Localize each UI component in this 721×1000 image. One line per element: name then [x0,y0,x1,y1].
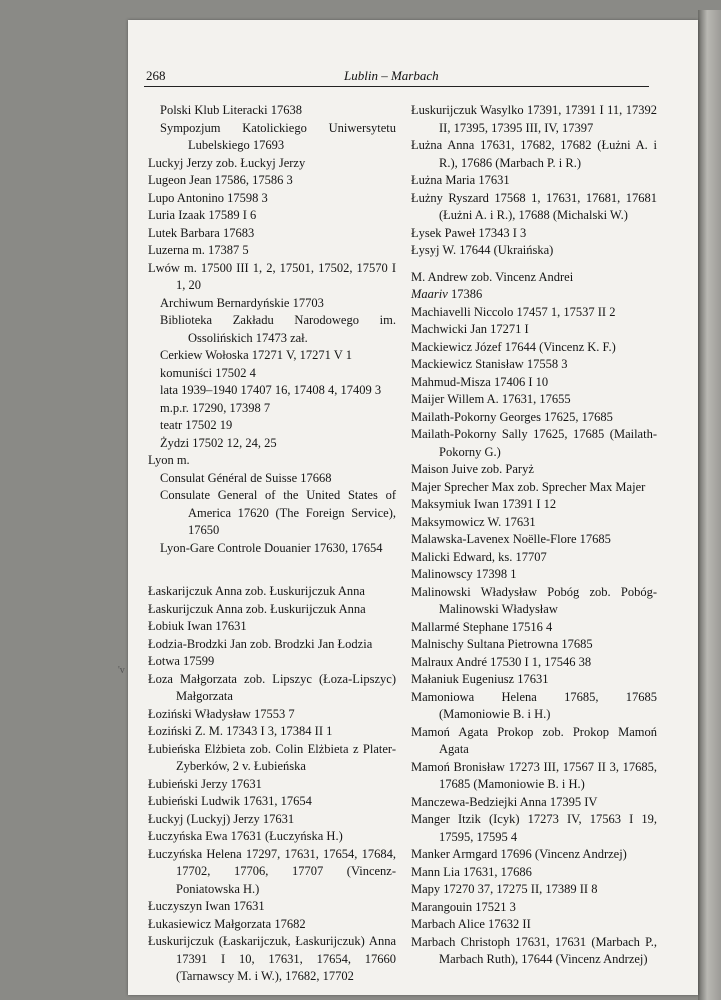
index-entry: Mapy 17270 37, 17275 II, 17389 II 8 [411,882,598,896]
index-entry: m.p.r. 17290, 17398 7 [160,400,271,415]
index-entry: Mailath-Pokorny Georges 17625, 17685 [411,409,613,424]
index-entry: Consulat Général de Suisse 17668 [160,470,332,485]
index-entry: Łubieńska Elżbieta zob. Colin Elżbieta z Plater-Zyberków, 2 v. Łubieńska [148,741,396,773]
index-entry: Biblioteka Zakładu Narodowego im. Ossolińskich 17473 zał. [160,313,396,345]
index-entry: Lyon-Gare Controle Douanier 17630, 17654 [160,540,383,555]
index-entry: Marbach Alice 17632 II [411,917,531,931]
book-page [128,20,698,995]
index-entry: Malraux André 17530 I 1, 17546 38 [411,654,592,669]
index-column-right [411,102,657,969]
index-entry: Manger Itzik (Icyk) 17273 IV, 17563 I 19, 17595, 17595 4 [411,812,657,844]
index-entry: Sympozjum Katolickiego Uniwersytetu Lubelskiego 17693 [160,120,396,152]
index-entry: Mailath-Pokorny Sally 17625, 17685 (Mailath-Pokorny G.) [411,427,657,459]
index-entry: Machiavelli Niccolo 17457 1, 17537 II 2 [411,304,616,319]
index-entry: Cerkiew Wołoska 17271 V, 17271 V 1 [160,348,352,362]
index-entry: Maison Juive zob. Paryż [411,462,534,476]
index-entry: Consulate General of the United States of America 17620 (The Foreign Service), 17650 [160,488,396,537]
index-entry: Maksymowicz W. 17631 [411,514,536,529]
index-entry: Lwów m. 17500 III 1, 2, 17501, 17502, 17570 I 1, 20 [148,260,396,292]
index-entry: Manker Armgard 17696 (Vincenz Andrzej) [411,847,627,861]
index-entry: Łukasiewicz Małgorzata 17682 [148,916,306,931]
index-entry: Łużny Ryszard 17568 1, 17631, 17681, 17681 (Łużni A. i R.), 17688 (Michalski W.) [411,190,657,222]
index-entry: Łobiuk Iwan 17631 [148,619,247,633]
index-entry: Łubieński Jerzy 17631 [148,776,262,791]
index-entry: Mamoń Bronisław 17273 III, 17567 II 3, 17685, 17685 (Mamoniowie B. i H.) [411,759,657,791]
index-entry: Małaniuk Eugeniusz 17631 [411,672,549,686]
index-entry: Marangouin 17521 3 [411,899,516,914]
index-entry: Mamoniowa Helena 17685, 17685 (Mamoniowie B. i H.) [411,689,657,721]
index-entry: Luria Izaak 17589 I 6 [148,208,257,222]
index-entry: Łodzia-Brodzki Jan zob. Brodzki Jan Łodzia [148,636,373,651]
index-entry: Łysek Paweł 17343 I 3 [411,225,527,240]
index-entry: Maijer Willem A. 17631, 17655 [411,392,571,406]
index-entry: Lutek Barbara 17683 [148,225,255,240]
index-entry: Malawska-Lavenex Noëlle-Flore 17685 [411,532,611,546]
index-entry: Malinowscy 17398 1 [411,567,517,581]
page-number: 268 [146,68,166,83]
index-column-left [148,102,396,986]
index-entry: Mackiewicz Stanisław 17558 3 [411,357,568,371]
index-entry: Łoza Małgorzata zob. Lipszyc (Łoza-Lipszyc) Małgorzata [148,671,396,703]
index-entry: Żydzi 17502 12, 24, 25 [160,435,277,450]
index-entry: Łuskurijczuk (Łaskarijczuk, Łaskurijczuk) Anna 17391 I 10, 17631, 17654, 17660 (Tarnawscy M. i W.), 17682, 17702 [148,934,396,983]
index-entry: Łaskurijczuk Anna zob. Łuskurijczuk Anna [148,601,366,616]
margin-mark: 'v [118,665,125,676]
index-entry: Mackiewicz Józef 17644 (Vincenz K. F.) [411,339,616,354]
index-entry: Luzerna m. 17387 5 [148,243,249,257]
index-entry: Łysyj W. 17644 (Ukraińska) [411,243,554,257]
index-entry: Łuczyńska Helena 17297, 17631, 17654, 17684, 17702, 17706, 17707 (Vincenz-Poniatowska H.) [148,846,396,896]
index-entry: Mallarmé Stephane 17516 4 [411,619,553,634]
index-entry: Luckyj Jerzy zob. Łuckyj Jerzy [148,155,306,170]
index-entry: Łoziński Z. M. 17343 I 3, 17384 II 1 [148,724,333,738]
index-entry: Łużna Anna 17631, 17682, 17682 (Łużni A. i R.), 17686 (Marbach P. i R.) [411,138,657,170]
index-entry: Polski Klub Literacki 17638 [160,103,302,117]
index-entry: Malinowski Władysław Pobóg zob. Pobóg-Malinowski Władysław [411,584,657,616]
index-entry: Malicki Edward, ks. 17707 [411,549,547,564]
index-entry: Manczewa-Bedziejki Anna 17395 IV [411,794,598,809]
index-entry: Łuczyszyn Iwan 17631 [148,899,265,913]
index-entry: Marbach Christoph 17631, 17631 (Marbach P., Marbach Ruth), 17644 (Vincenz Andrzej) [411,934,657,966]
index-entry: Mamoń Agata Prokop zob. Prokop Mamoń Agata [411,724,657,756]
index-entry: Archiwum Bernardyńskie 17703 [160,295,324,310]
index-entry: Łaskarijczuk Anna zob. Łuskurijczuk Anna [148,584,365,598]
index-entry: Mahmud-Misza 17406 I 10 [411,374,549,389]
index-entry: Machwicki Jan 17271 I [411,322,529,336]
index-entry: Łoziński Władysław 17553 7 [148,706,295,721]
index-entry: Mann Lia 17631, 17686 [411,864,532,879]
index-entry: Maksymiuk Iwan 17391 I 12 [411,497,557,511]
index-entry: Majer Sprecher Max zob. Sprecher Max Majer [411,479,646,494]
index-entry: M. Andrew zob. Vincenz Andrei [411,269,574,284]
index-entry: Lugeon Jean 17586, 17586 3 [148,173,293,187]
book-edge [698,10,721,1000]
index-entry: lata 1939–1940 17407 16, 17408 4, 17409 3 [160,383,382,397]
page-header [144,66,649,87]
index-entry: Maariv 17386 [411,287,483,301]
index-entry: Lupo Antonino 17598 3 [148,190,268,205]
index-entry: Łuczyńska Ewa 17631 (Łuczyńska H.) [148,829,343,843]
index-entry: Łotwa 17599 [148,654,215,668]
running-title: Lublin – Marbach [344,68,439,83]
index-entry: Malnischy Sultana Pietrowna 17685 [411,637,593,651]
index-entry: komuniści 17502 4 [160,365,256,380]
index-entry: Lyon m. [148,453,190,467]
index-entry: Łubieński Ludwik 17631, 17654 [148,794,312,808]
index-entry: Łuckyj (Luckyj) Jerzy 17631 [148,811,295,826]
index-entry: teatr 17502 19 [160,418,233,432]
index-entry: Łużna Maria 17631 [411,173,510,187]
index-entry: Łuskurijczuk Wasylko 17391, 17391 I 11, 17392 II, 17395, 17395 III, IV, 17397 [411,103,657,135]
